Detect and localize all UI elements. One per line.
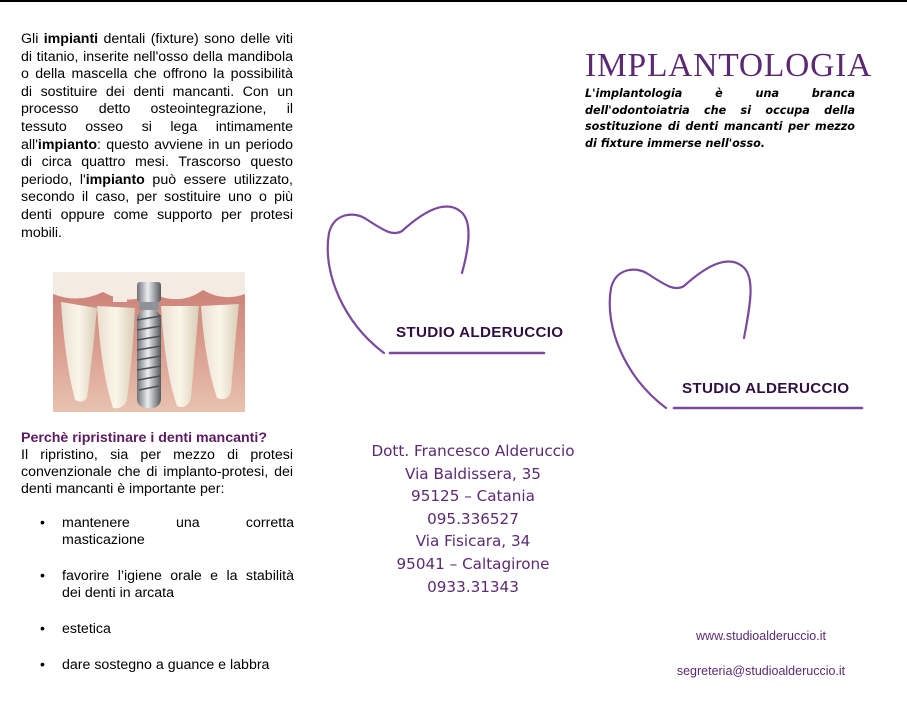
bullet-icon: • <box>40 515 45 531</box>
question-body: Il ripristino, sia per mezzo di protesi convenzionale che di implanto-protesi, dei denti mancanti è importante per: <box>21 447 293 497</box>
list-item-text: estetica <box>62 621 111 637</box>
doctor-name: Dott. Francesco Alderuccio <box>371 442 575 460</box>
email-link[interactable]: segreteria@studioalderuccio.it <box>676 664 846 678</box>
website-link[interactable]: www.studioalderuccio.it <box>696 629 826 643</box>
contact-block <box>353 440 593 598</box>
city-catania: 95125 – Catania <box>411 487 535 506</box>
studio-name: STUDIO ALDERUCCIO <box>682 380 850 397</box>
bullet-icon: • <box>40 657 45 673</box>
dental-implant-image <box>53 272 245 412</box>
list-item-text: dare sostegno a guance e labbra <box>62 657 270 673</box>
studio-logo-right <box>606 258 868 418</box>
page-title: IMPLANTOLOGIA <box>585 47 873 84</box>
bullet-icon: • <box>40 568 45 584</box>
phone-catania: 095.336527 <box>427 509 519 528</box>
list-item-text: mantenere una corretta masticazione <box>62 515 294 548</box>
studio-logo-middle <box>324 203 584 363</box>
city-caltagirone: 95041 – Caltagirone <box>396 554 550 573</box>
top-border-line <box>0 0 907 2</box>
phone-caltagirone: 0933.31343 <box>427 577 519 596</box>
question-heading: Perchè ripristinare i denti mancanti? <box>21 430 267 446</box>
page-subtitle: L'implantologia è una branca dell'odontoiatria che si occupa della sostituzione di denti mancanti per mezzo di fixture immerse nell'osso. <box>585 87 855 150</box>
intro-paragraph: Gli impianti dentali (fixture) sono delle viti di titanio, inserite nell'osso della mandibola o della mascella che offrono la possibilità di sostituire dei denti mancanti. Con un processo detto osteointegrazione, il tessuto osseo si lega intimamente all'impianto: questo avviene in un periodo di circa quattro mesi. Trascorso questo periodo, l'impianto può essere utilizzato, secondo il caso, per sostituire uno o più denti oppure come supporto per protesi mobili. <box>21 31 294 241</box>
bullet-icon: • <box>40 621 45 637</box>
studio-name: STUDIO ALDERUCCIO <box>396 324 564 341</box>
address-caltagirone: Via Fisicara, 34 <box>415 532 531 551</box>
list-item-text: favorire l’igiene orale e la stabilità dei denti in arcata <box>62 568 294 601</box>
address-catania: Via Baldissera, 35 <box>405 464 541 483</box>
